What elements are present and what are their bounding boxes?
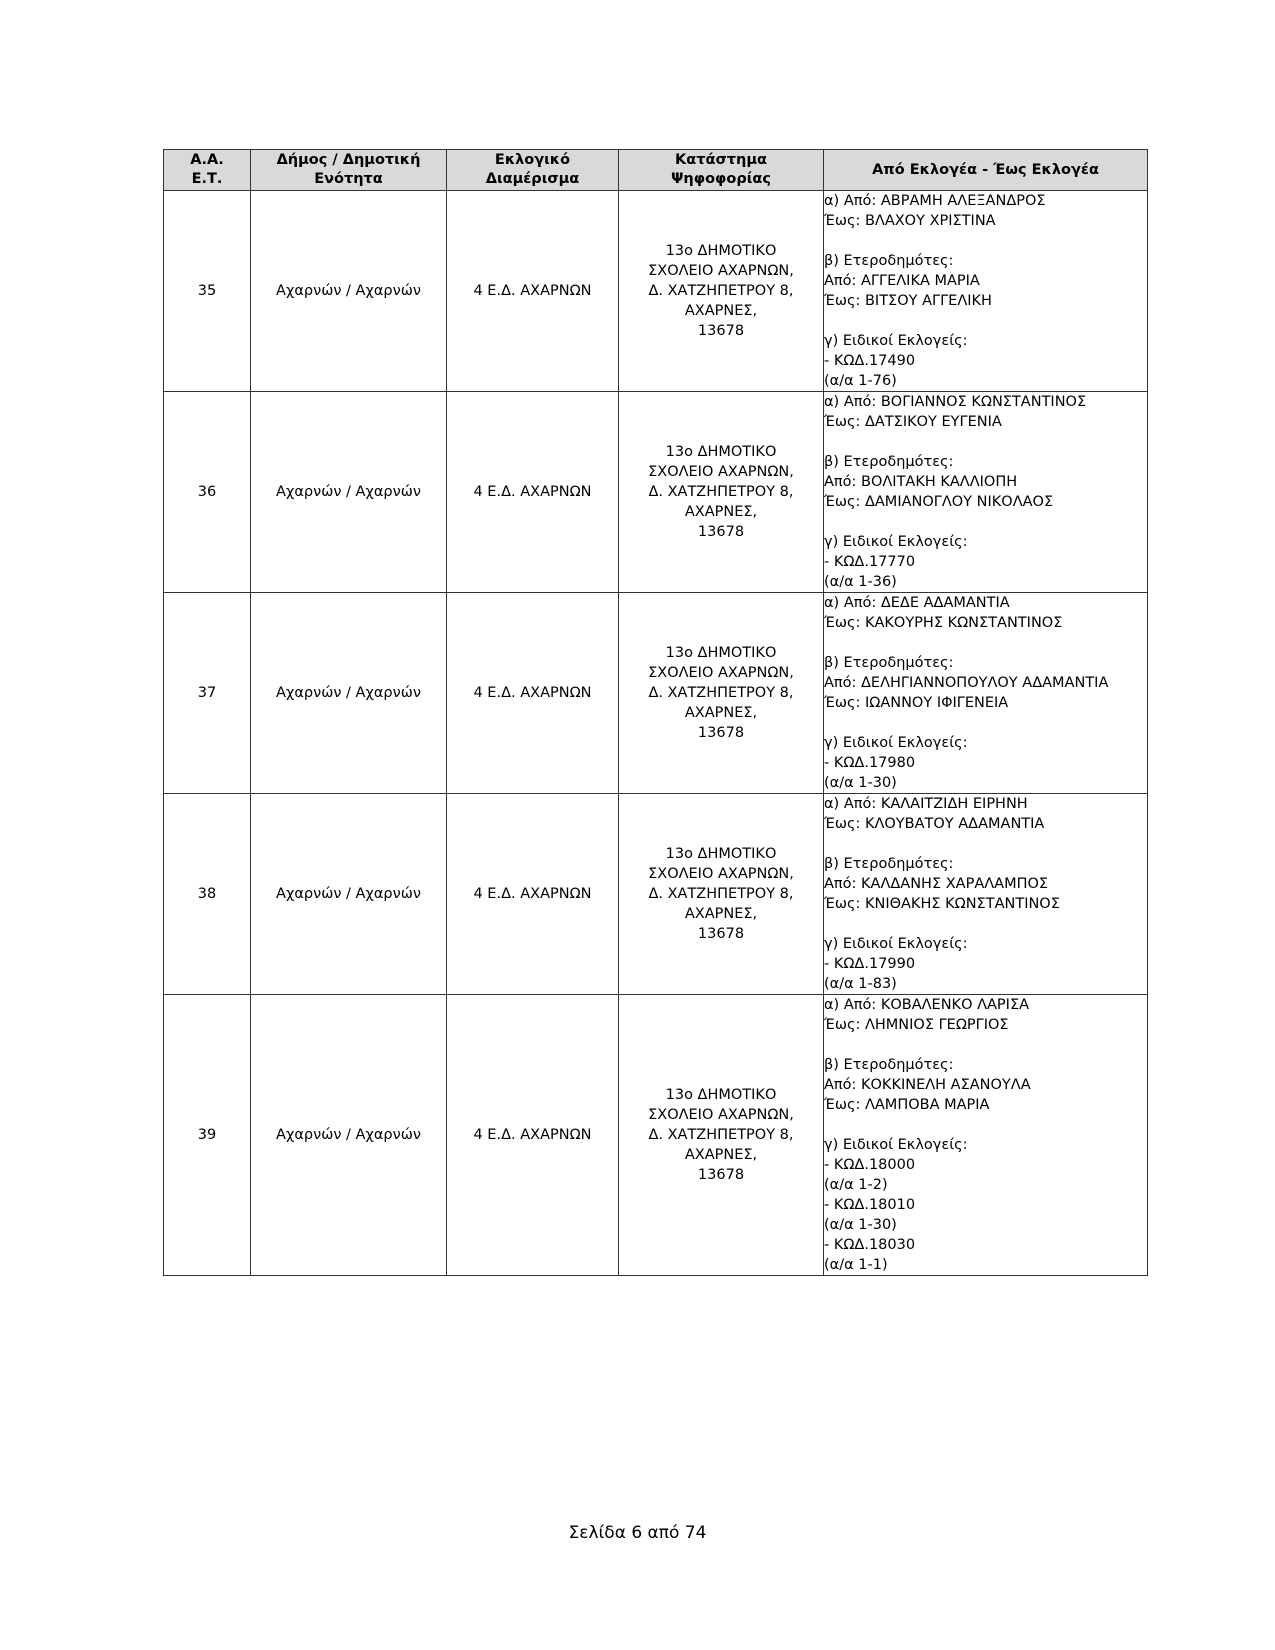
other-municipality-line: Από: ΔΕΛΗΓΙΑΝΝΟΠΟΥΛΟΥ ΑΔΑΜΑΝΤΙΑ xyxy=(824,675,1109,691)
cell-municipality: Αχαρνών / Αχαρνών xyxy=(251,392,447,593)
polling-store-line: 13ο ΔΗΜΟΤΙΚΟ xyxy=(665,645,777,661)
section-spacer xyxy=(824,231,1147,251)
polling-store-line: 13678 xyxy=(697,926,745,942)
voter-range-line: Έως: ΔΑΤΣΙΚΟΥ ΕΥΓΕΝΙΑ xyxy=(824,414,1002,430)
cell-district: 4 Ε.Δ. ΑΧΑΡΝΩΝ xyxy=(447,794,619,995)
cell-district: 4 Ε.Δ. ΑΧΑΡΝΩΝ xyxy=(447,593,619,794)
cell-aa-et: 36 xyxy=(164,392,251,593)
cell-district: 4 Ε.Δ. ΑΧΑΡΝΩΝ xyxy=(447,392,619,593)
special-voters-line: - ΚΩΔ.17990 xyxy=(824,956,916,972)
cell-polling-store xyxy=(619,191,824,392)
header-municipality-line1: Δήμος / Δημοτική xyxy=(276,152,421,168)
special-voters-line: (α/α 1-1) xyxy=(824,1257,888,1273)
header-municipality xyxy=(251,150,447,191)
voter-range-line: α) Από: ΚΟΒΑΛΕΝΚΟ ΛΑΡΙΣΑ xyxy=(824,997,1030,1013)
cell-voter-range xyxy=(824,392,1148,593)
polling-store-line: ΣΧΟΛΕΙΟ ΑΧΑΡΝΩΝ, xyxy=(648,866,794,882)
header-polling-store-line2: Ψηφοφορίας xyxy=(671,171,771,187)
special-voters-line: γ) Ειδικοί Εκλογείς: xyxy=(824,534,968,550)
cell-voter-range xyxy=(824,794,1148,995)
special-voters-line: (α/α 1-30) xyxy=(824,775,897,791)
header-polling-store-line1: Κατάστημα xyxy=(675,152,767,168)
cell-polling-store xyxy=(619,794,824,995)
cell-aa-et: 38 xyxy=(164,794,251,995)
special-voters-line: - ΚΩΔ.18000 xyxy=(824,1157,916,1173)
other-municipality-line: Από: ΑΓΓΕΛΙΚΑ ΜΑΡΙΑ xyxy=(824,273,980,289)
other-municipality-line: β) Ετεροδημότες: xyxy=(824,655,954,671)
polling-store-line: 13678 xyxy=(697,524,745,540)
polling-store-line: 13ο ΔΗΜΟΤΙΚΟ xyxy=(665,846,777,862)
polling-store-line: ΣΧΟΛΕΙΟ ΑΧΑΡΝΩΝ, xyxy=(648,464,794,480)
special-voters-line: γ) Ειδικοί Εκλογείς: xyxy=(824,1137,968,1153)
section-spacer xyxy=(824,512,1147,532)
cell-voter-range xyxy=(824,191,1148,392)
table-header-row xyxy=(164,150,1148,191)
polling-store-line: ΑΧΑΡΝΕΣ, xyxy=(684,1147,758,1163)
cell-polling-store xyxy=(619,593,824,794)
special-voters-line: - ΚΩΔ.17490 xyxy=(824,353,916,369)
cell-aa-et: 35 xyxy=(164,191,251,392)
section-spacer xyxy=(824,914,1147,934)
special-voters-line: (α/α 1-76) xyxy=(824,373,897,389)
section-spacer xyxy=(824,834,1147,854)
header-district-line1: Εκλογικό xyxy=(494,152,571,168)
polling-store-line: ΑΧΑΡΝΕΣ, xyxy=(684,906,758,922)
header-district-line2: Διαμέρισμα xyxy=(485,171,580,187)
polling-store-line: Δ. ΧΑΤΖΗΠΕΤΡΟΥ 8, xyxy=(648,685,794,701)
table-row xyxy=(164,593,1148,794)
polling-store-line: 13ο ΔΗΜΟΤΙΚΟ xyxy=(665,243,777,259)
special-voters-line: γ) Ειδικοί Εκλογείς: xyxy=(824,735,968,751)
special-voters-line: γ) Ειδικοί Εκλογείς: xyxy=(824,333,968,349)
special-voters-line: (α/α 1-83) xyxy=(824,976,897,992)
special-voters-line: - ΚΩΔ.18030 xyxy=(824,1237,916,1253)
other-municipality-line: Έως: ΙΩΑΝΝΟΥ ΙΦΙΓΕΝΕΙΑ xyxy=(824,695,1009,711)
other-municipality-line: Έως: ΚΝΙΘΑΚΗΣ ΚΩΝΣΤΑΝΤΙΝΟΣ xyxy=(824,896,1060,912)
other-municipality-line: Έως: ΒΙΤΣΟΥ ΑΓΓΕΛΙΚΗ xyxy=(824,293,992,309)
header-municipality-line2: Ενότητα xyxy=(314,171,383,187)
section-spacer xyxy=(824,633,1147,653)
voter-range-line: Έως: ΚΑΚΟΥΡΗΣ ΚΩΝΣΤΑΝΤΙΝΟΣ xyxy=(824,615,1063,631)
special-voters-line: - ΚΩΔ.18010 xyxy=(824,1197,916,1213)
cell-aa-et: 39 xyxy=(164,995,251,1276)
voter-range-line: Έως: ΛΗΜΝΙΟΣ ΓΕΩΡΓΙΟΣ xyxy=(824,1017,1009,1033)
table-row xyxy=(164,794,1148,995)
special-voters-line: - ΚΩΔ.17980 xyxy=(824,755,916,771)
voter-range-line: α) Από: ΑΒΡΑΜΗ ΑΛΕΞΑΝΔΡΟΣ xyxy=(824,193,1046,209)
cell-district: 4 Ε.Δ. ΑΧΑΡΝΩΝ xyxy=(447,995,619,1276)
polling-store-line: Δ. ΧΑΤΖΗΠΕΤΡΟΥ 8, xyxy=(648,886,794,902)
header-aa-et-line1: Α.Α. xyxy=(190,152,224,168)
section-spacer xyxy=(824,432,1147,452)
voter-range-line: α) Από: ΒΟΓΙΑΝΝΟΣ ΚΩΝΣΤΑΝΤΙΝΟΣ xyxy=(824,394,1087,410)
table-row xyxy=(164,995,1148,1276)
polling-store-line: 13ο ΔΗΜΟΤΙΚΟ xyxy=(665,1087,777,1103)
polling-store-line: ΑΧΑΡΝΕΣ, xyxy=(684,303,758,319)
voter-range-line: α) Από: ΔΕΔΕ ΑΔΑΜΑΝΤΙΑ xyxy=(824,595,1010,611)
table-row xyxy=(164,191,1148,392)
cell-voter-range xyxy=(824,593,1148,794)
page-number: Σελίδα 6 από 74 xyxy=(568,1523,707,1543)
cell-municipality: Αχαρνών / Αχαρνών xyxy=(251,794,447,995)
polling-stations-table xyxy=(163,149,1148,1276)
other-municipality-line: β) Ετεροδημότες: xyxy=(824,253,954,269)
special-voters-line: (α/α 1-30) xyxy=(824,1217,897,1233)
voter-range-line: Έως: ΚΛΟΥΒΑΤΟΥ ΑΔΑΜΑΝΤΙΑ xyxy=(824,816,1045,832)
polling-store-line: ΑΧΑΡΝΕΣ, xyxy=(684,705,758,721)
header-polling-store xyxy=(619,150,824,191)
special-voters-line: (α/α 1-36) xyxy=(824,574,897,590)
cell-polling-store xyxy=(619,995,824,1276)
polling-store-line: ΑΧΑΡΝΕΣ, xyxy=(684,504,758,520)
cell-municipality: Αχαρνών / Αχαρνών xyxy=(251,995,447,1276)
polling-store-line: Δ. ΧΑΤΖΗΠΕΤΡΟΥ 8, xyxy=(648,484,794,500)
cell-voter-range xyxy=(824,995,1148,1276)
header-district xyxy=(447,150,619,191)
polling-store-line: 13ο ΔΗΜΟΤΙΚΟ xyxy=(665,444,777,460)
other-municipality-line: Έως: ΔΑΜΙΑΝΟΓΛΟΥ ΝΙΚΟΛΑΟΣ xyxy=(824,494,1054,510)
header-voter-range: Από Εκλογέα - Έως Εκλογέα xyxy=(824,150,1148,191)
special-voters-line: - ΚΩΔ.17770 xyxy=(824,554,916,570)
voter-range-line: α) Από: ΚΑΛΑΙΤΖΙΔΗ ΕΙΡΗΝΗ xyxy=(824,796,1028,812)
cell-polling-store xyxy=(619,392,824,593)
header-aa-et-line2: Ε.Τ. xyxy=(191,171,223,187)
other-municipality-line: β) Ετεροδημότες: xyxy=(824,1057,954,1073)
other-municipality-line: β) Ετεροδημότες: xyxy=(824,856,954,872)
section-spacer xyxy=(824,1115,1147,1135)
polling-store-line: 13678 xyxy=(697,1167,745,1183)
polling-store-line: Δ. ΧΑΤΖΗΠΕΤΡΟΥ 8, xyxy=(648,283,794,299)
polling-store-line: ΣΧΟΛΕΙΟ ΑΧΑΡΝΩΝ, xyxy=(648,263,794,279)
other-municipality-line: Από: ΚΑΛΔΑΝΗΣ ΧΑΡΑΛΑΜΠΟΣ xyxy=(824,876,1049,892)
polling-store-line: 13678 xyxy=(697,323,745,339)
other-municipality-line: β) Ετεροδημότες: xyxy=(824,454,954,470)
table-row xyxy=(164,392,1148,593)
other-municipality-line: Από: ΚΟΚΚΙΝΕΛΗ ΑΣΑΝΟΥΛΑ xyxy=(824,1077,1031,1093)
section-spacer xyxy=(824,713,1147,733)
polling-store-line: Δ. ΧΑΤΖΗΠΕΤΡΟΥ 8, xyxy=(648,1127,794,1143)
section-spacer xyxy=(824,1035,1147,1055)
polling-store-line: ΣΧΟΛΕΙΟ ΑΧΑΡΝΩΝ, xyxy=(648,1107,794,1123)
other-municipality-line: Έως: ΛΑΜΠΟΒΑ ΜΑΡΙΑ xyxy=(824,1097,990,1113)
cell-municipality: Αχαρνών / Αχαρνών xyxy=(251,593,447,794)
special-voters-line: γ) Ειδικοί Εκλογείς: xyxy=(824,936,968,952)
other-municipality-line: Από: ΒΟΛΙΤΑΚΗ ΚΑΛΛΙΟΠΗ xyxy=(824,474,1018,490)
polling-store-line: ΣΧΟΛΕΙΟ ΑΧΑΡΝΩΝ, xyxy=(648,665,794,681)
polling-store-line: 13678 xyxy=(697,725,745,741)
header-aa-et xyxy=(164,150,251,191)
cell-municipality: Αχαρνών / Αχαρνών xyxy=(251,191,447,392)
section-spacer xyxy=(824,311,1147,331)
special-voters-line: (α/α 1-2) xyxy=(824,1177,888,1193)
voter-range-line: Έως: ΒΛΑΧΟΥ ΧΡΙΣΤΙΝΑ xyxy=(824,213,996,229)
cell-district: 4 Ε.Δ. ΑΧΑΡΝΩΝ xyxy=(447,191,619,392)
cell-aa-et: 37 xyxy=(164,593,251,794)
